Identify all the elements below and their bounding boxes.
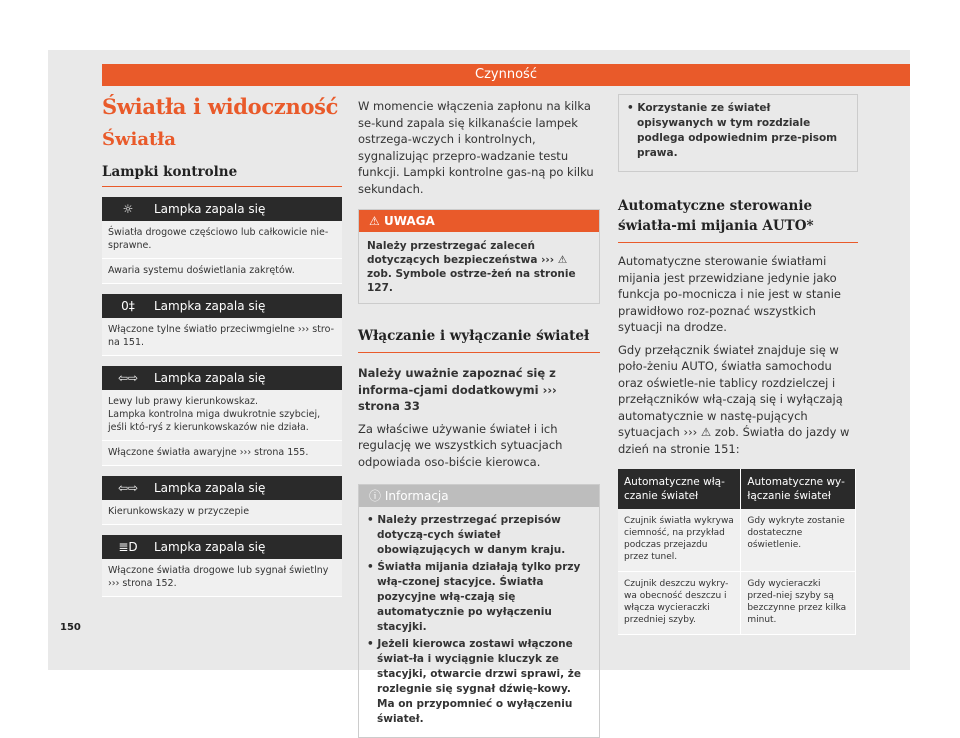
paragraph: Za właściwe używanie świateł i ich regulację we wszystkich sytuacjach odpowiada oso-biście kierowca. [358, 421, 563, 469]
lamp-label: Lampka zapala się [154, 371, 266, 385]
column-middle [358, 98, 600, 738]
lamp-label: Lampka zapala się [154, 481, 266, 495]
list-item: • Korzystanie ze świateł opisywanych w tym rozdziale podlega odpowiednim prze-pisom prawa. [627, 102, 838, 159]
section-title: Światła [102, 129, 176, 150]
lamp-label: Lampka zapala się [154, 202, 266, 216]
info-box [358, 484, 600, 738]
table-cell: Gdy wycieraczki przed-niej szyby są bezczynne przez kilka minut. [741, 572, 856, 635]
table-cell: Gdy wykryte zostanie dostateczne oświetlenie. [741, 509, 856, 572]
list-item-text: Korzystanie ze świateł opisywanych w tym rozdziale podlega odpowiednim prze-pisom prawa. [637, 102, 838, 159]
warning-text: Należy przestrzegać zaleceń dotyczących bezpieczeństwa ››› ⚠ zob. Symbole ostrze-żeń na stronie 127. [367, 240, 576, 294]
lamp-description: Włączone światła awaryjne ››› strona 155. [102, 441, 342, 466]
lamp-label: Lampka zapala się [154, 299, 266, 313]
note-text [619, 95, 857, 171]
list-item-text: Należy przestrzegać przepisów dotyczą-cych świateł obowiązujących w danym kraju. [377, 514, 566, 556]
warning-header [359, 210, 599, 232]
lamp-header [102, 366, 342, 390]
list-item: • Jeżeli kierowca zostawi włączone świat-ła i wyciągnie kluczyk ze stacyjki, otwarcie drzwi sprawi, że rozlegnie się sygnał dźwię-kowy. Ma on przypomnieć o wyłączeniu świateł. [367, 638, 582, 725]
subsection-title: Automatyczne sterowanie światła-mi mijania AUTO* [618, 196, 858, 243]
lamp-label: Lampka zapala się [154, 540, 266, 554]
lamp-description: Włączone tylne światło przeciwmgielne ››› stro-na 151. [102, 318, 342, 356]
list-item: • Należy przestrzegać przepisów dotyczą-cych świateł obowiązujących w danym kraju. [367, 514, 566, 556]
table-row [618, 509, 856, 572]
bold-paragraph: Należy uważnie zapoznać się z informa-cjami dodatkowymi ››› strona 33 [358, 366, 557, 413]
table-header: Automatyczne wy-łączanie świateł [741, 469, 856, 509]
lamp-header [102, 535, 342, 559]
turn-signal-icon: ⇦⇨ [117, 371, 139, 385]
intro-paragraph: W momencie włączenia zapłonu na kilka se-kund zapala się kilkanaście lampek ostrzega-wczych i kontrolnych, sygnalizując przepro-wadzanie testu funkcji. Lampki kontrolne gas-ną po kilku sekundach. [358, 99, 594, 196]
table-cell: Czujnik światła wykrywa ciemność, na przykład podczas przejazdu przez tunel. [618, 509, 741, 572]
list-item-text: Światła mijania działają tylko przy włą-czonej stacyjce. Światła pozycyjne włą-czają się automatycznie po wyłączeniu stacyjki. [377, 561, 581, 633]
high-beam-icon: ≣D [118, 540, 138, 554]
manual-page [48, 50, 910, 725]
lamp-description: Włączone światła drogowe lub sygnał świetlny ››› strona 152. [102, 559, 342, 597]
list-item-text: Jeżeli kierowca zostawi włączone świat-ła i wyciągnie kluczyk ze stacyjki, otwarcie drzwi sprawi, że rozlegnie się sygnał dźwię-kowy. Ma on przypomnieć o wyłączeniu świateł. [377, 638, 582, 725]
paragraph: Gdy przełącznik świateł znajduje się w poło-żeniu AUTO, światła samochodu oraz oświetle-nie tablicy rozdzielczej i przełączników włą-czają się i wyłączają automatycznie w nastę-pujących sytuacjach ››› ⚠ zob. Światła do jazdy w dzień na stronie 151: [618, 342, 850, 456]
rear-fog-light-icon: 0‡ [121, 299, 135, 313]
lamp-description: Lewy lub prawy kierunkowskaz. Lampka kontrolna miga dwukrotnie szybciej, jeśli któ-ryś z kierunkowskazów nie działa. [102, 390, 342, 441]
paragraph: Automatyczne sterowanie światłami mijania jest przewidziane jedynie jako funkcja po-mocnicza i nie jest w stanie prawidłowo roz-poznać wszystkich sytuacji na drodze. [618, 254, 841, 334]
page-title: Światła i widoczność [102, 94, 339, 119]
warning-title: UWAGA [383, 214, 435, 228]
table-row [618, 572, 856, 635]
section-header-bar: Czynność [102, 64, 910, 86]
list-item: • Światła mijania działają tylko przy włą-czonej stacyjce. Światła pozycyjne włą-czają się automatycznie po wyłączeniu stacyjki. [367, 561, 581, 633]
table-cell: Czujnik deszczu wykry-wa obecność deszczu i włącza wycieraczki przedniej szyby. [618, 572, 741, 635]
lamp-description: Kierunkowskazy w przyczepie [102, 500, 342, 525]
trailer-turn-signal-icon: ⇦⇨ [117, 481, 139, 495]
warning-icon: ⚠ [369, 214, 380, 228]
info-text [359, 507, 599, 737]
light-icon: ☼ [122, 202, 134, 216]
column-left [102, 94, 342, 597]
info-title: Informacja [384, 489, 449, 503]
lamp-header [102, 197, 342, 221]
info-header [359, 485, 599, 507]
table-header-row [618, 469, 856, 509]
page-number: 150 [60, 622, 81, 633]
lamp-header [102, 294, 342, 318]
subsection-title: Włączanie i wyłączanie świateł [358, 326, 600, 353]
lamp-description: Awaria systemu doświetlania zakrętów. [102, 259, 342, 284]
table-header: Automatyczne włą-czanie świateł [618, 469, 741, 509]
lamp-description: Światła drogowe częściowo lub całkowicie nie-sprawne. [102, 221, 342, 259]
subsection-title: Lampki kontrolne [102, 164, 342, 187]
warning-box [358, 209, 600, 304]
info-icon: ⓘ [369, 489, 382, 503]
auto-light-table [618, 469, 856, 635]
column-right [618, 94, 858, 635]
note-box [618, 94, 858, 172]
lamp-header [102, 476, 342, 500]
